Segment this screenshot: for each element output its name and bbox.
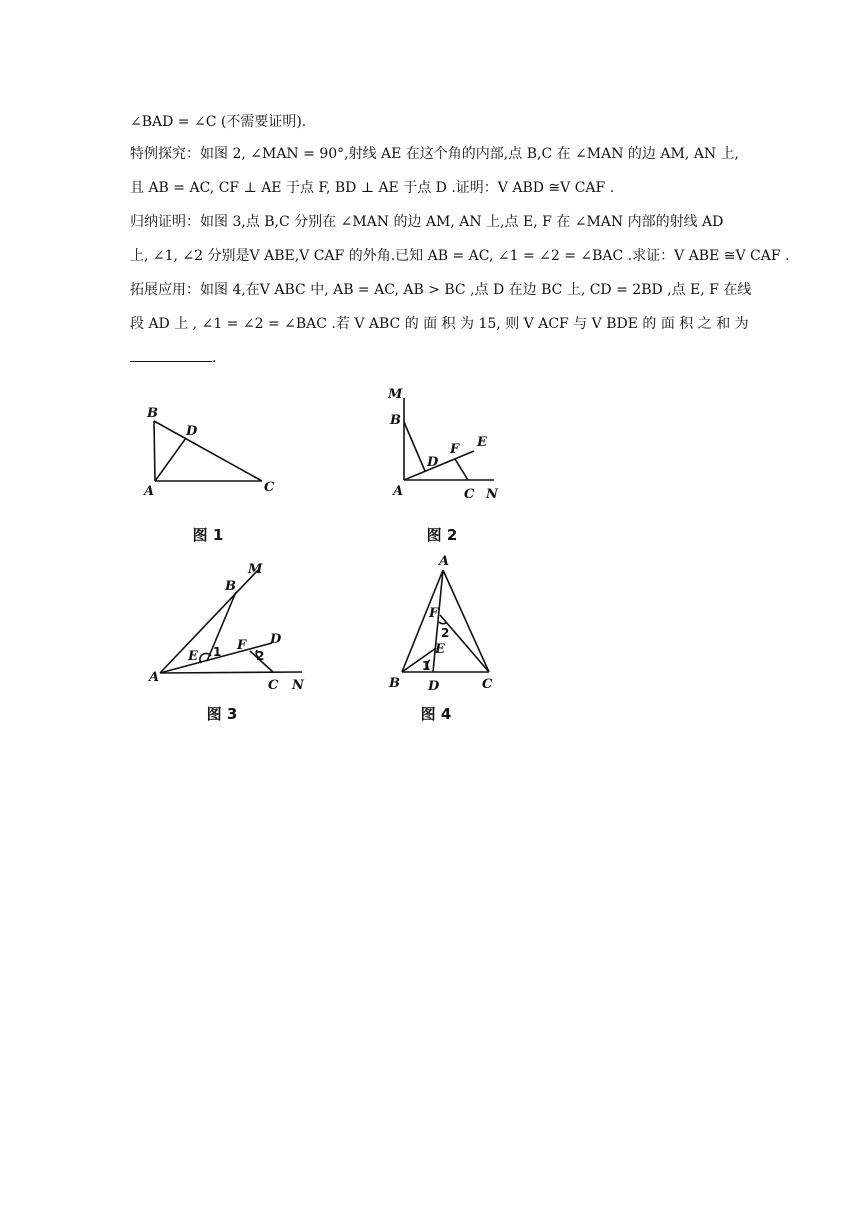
segment-cf <box>440 615 489 672</box>
label-e: E <box>477 435 487 450</box>
figure-2-diagram <box>380 382 510 507</box>
text-line-4: 归纳证明：如图 3,点 B,C 分别在 ∠MAN 的边 AM, AN 上,点 E, F 在 ∠MAN 内部的射线 AD <box>130 214 724 230</box>
figure-1-caption: 图 1 <box>192 526 224 544</box>
figure-3 <box>140 558 315 693</box>
label-a: A <box>149 670 160 685</box>
label-d: D <box>427 455 439 470</box>
label-d: D <box>270 632 282 647</box>
text-line-6: 拓展应用：如图 4,在V ABC 中, AB = AC, AB > BC ,点 D 在边 BC 上, CD = 2BD ,点 E, F 在线 <box>130 282 752 298</box>
label-c: C <box>482 677 493 692</box>
label-f: F <box>450 442 460 457</box>
label-m: M <box>248 562 263 577</box>
label-f: F <box>429 606 439 621</box>
figure-4-diagram <box>380 550 505 695</box>
figure-1 <box>140 400 290 500</box>
figure-3-caption: 图 3 <box>206 705 238 723</box>
label-b: B <box>147 406 158 421</box>
label-angle-2: 2 <box>256 649 265 663</box>
label-a: A <box>393 484 404 499</box>
text-line-7: 段 AD 上 , ∠1 = ∠2 = ∠BAC .若 V ABC 的 面 积 为 15, 则 V ACF 与 V BDE 的 面 积 之 和 为 <box>130 316 749 332</box>
text-line-5: 上, ∠1, ∠2 分别是V ABE,V CAF 的外角.已知 AB = AC, ∠1 = ∠2 = ∠BAC .求证：V ABE ≅V CAF . <box>130 248 790 264</box>
figure-4 <box>380 550 505 695</box>
figure-2 <box>380 382 510 507</box>
figure-3-diagram <box>140 558 315 693</box>
label-angle-2: 2 <box>441 626 450 640</box>
label-b: B <box>390 413 401 428</box>
label-c: C <box>464 487 475 502</box>
label-f: F <box>237 638 247 653</box>
ray-an <box>160 672 302 673</box>
label-n: N <box>486 487 498 502</box>
text-line-2: 特例探究：如图 2, ∠MAN = 90°,射线 AE 在这个角的内部,点 B,C 在 ∠MAN 的边 AM, AN 上, <box>130 146 739 162</box>
label-m: M <box>388 387 403 402</box>
text-line-1: ∠BAD = ∠C (不需要证明). <box>130 114 307 130</box>
label-n: N <box>292 678 304 693</box>
figure-1-diagram <box>140 400 290 500</box>
answer-blank-period: . <box>212 350 217 366</box>
label-c: C <box>264 480 275 495</box>
label-c: C <box>268 678 279 693</box>
label-d: D <box>186 424 198 439</box>
label-d: D <box>428 679 440 694</box>
figure-2-caption: 图 2 <box>426 526 458 544</box>
segment-cf <box>455 459 468 480</box>
segment-bd <box>404 422 425 471</box>
answer-blank[interactable] <box>130 349 212 362</box>
label-b: B <box>225 579 236 594</box>
segment-ab <box>154 421 155 481</box>
label-a: A <box>439 554 450 569</box>
text-line-3: 且 AB = AC, CF ⊥ AE 于点 F, BD ⊥ AE 于点 D .证明：V ABD ≅V CAF . <box>130 180 615 196</box>
label-a: A <box>144 484 155 499</box>
segment-ad <box>155 438 186 481</box>
answer-blank-line <box>130 348 730 368</box>
label-b: B <box>389 676 400 691</box>
angle-2-arc <box>439 622 446 624</box>
label-e: E <box>188 649 198 664</box>
segment-ac <box>443 570 489 672</box>
segment-bc <box>154 421 262 481</box>
label-e: E <box>435 642 445 657</box>
figure-4-caption: 图 4 <box>420 705 452 723</box>
ray-ae <box>404 451 474 480</box>
label-angle-1: 1 <box>422 659 431 673</box>
label-angle-1: 1 <box>213 645 222 659</box>
segment-be <box>207 592 236 661</box>
